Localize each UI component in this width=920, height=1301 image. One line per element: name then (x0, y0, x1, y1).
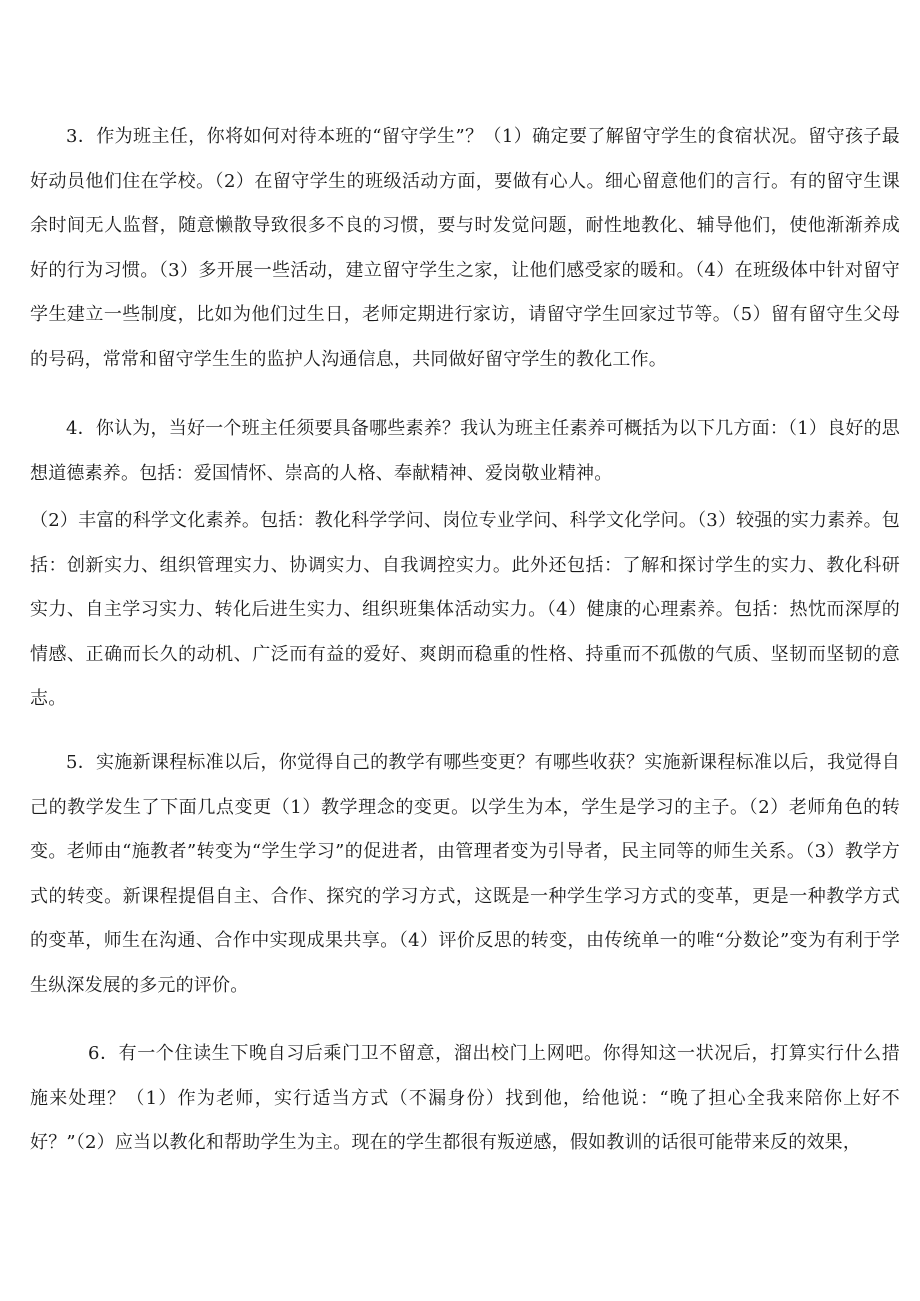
paragraph-question-3: 3．作为班主任，你将如何对待本班的“留守学生”？（1）确定要了解留守学生的食宿状况。留守孩子最好动员他们住在学校。（2）在留守学生的班级活动方面，要做有心人。细心留意他们的言行。有的留守生课余时间无人监督，随意懒散导致很多不良的习惯，要与时发觉问题，耐性地教化、辅导他们，使他渐渐养成好的行为习惯。（3）多开展一些活动，建立留守学生之家，让他们感受家的暖和。（4）在班级体中针对留守学生建立一些制度，比如为他们过生日，老师定期进行家访，请留守学生回家过节等。（5）留有留守生父母的号码，常常和留守学生生的监护人沟通信息，共同做好留守学生的教化工作。 (30, 126, 900, 370)
paragraph-question-5: 5．实施新课程标准以后，你觉得自己的教学有哪些变更？有哪些收获？实施新课程标准以后，我觉得自己的教学发生了下面几点变更（1）教学理念的变更。以学生为本，学生是学习的主子。（2）老师角色的转变。老师由“施教者”转变为“学生学习”的促进者，由管理者变为引导者，民主同等的师生关系。（3）教学方式的转变。新课程提倡自主、合作、探究的学习方式，这既是一种学生学习方式的变革，更是一种教学方式的变革，师生在沟通、合作中实现成果共享。（4）评价反思的转变，由传统单一的唯“分数论”变为有利于学生纵深发展的多元的评价。 (30, 752, 900, 996)
paragraph-question-4: 4．你认为，当好一个班主任须要具备哪些素养？我认为班主任素养可概括为以下几方面：（1）良好的思想道德素养。包括：爱国情怀、崇高的人格、奉献精神、爱岗敬业精神。 (30, 418, 900, 484)
paragraph-question-6: 6．有一个住读生下晚自习后乘门卫不留意，溜出校门上网吧。你得知这一状况后，打算实行什么措施来处理？（1）作为老师，实行适当方式（不漏身份）找到他，给他说：“晚了担心全我来陪你上好不好？”（2）应当以教化和帮助学生为主。现在的学生都很有叛逆感，假如教训的话很可能带来反的效果， (30, 1043, 900, 1153)
paragraph-question-4-continued: （2）丰富的科学文化素养。包括：教化科学学问、岗位专业学问、科学文化学问。（3）较强的实力素养。包括：创新实力、组织管理实力、协调实力、自我调控实力。此外还包括：了解和探讨学生的实力、教化科研实力、自主学习实力、转化后进生实力、组织班集体活动实力。（4）健康的心理素养。包括：热忱而深厚的情感、正确而长久的动机、广泛而有益的爱好、爽朗而稳重的性格、持重而不孤傲的气质、坚韧而坚韧的意志。 (30, 510, 900, 709)
